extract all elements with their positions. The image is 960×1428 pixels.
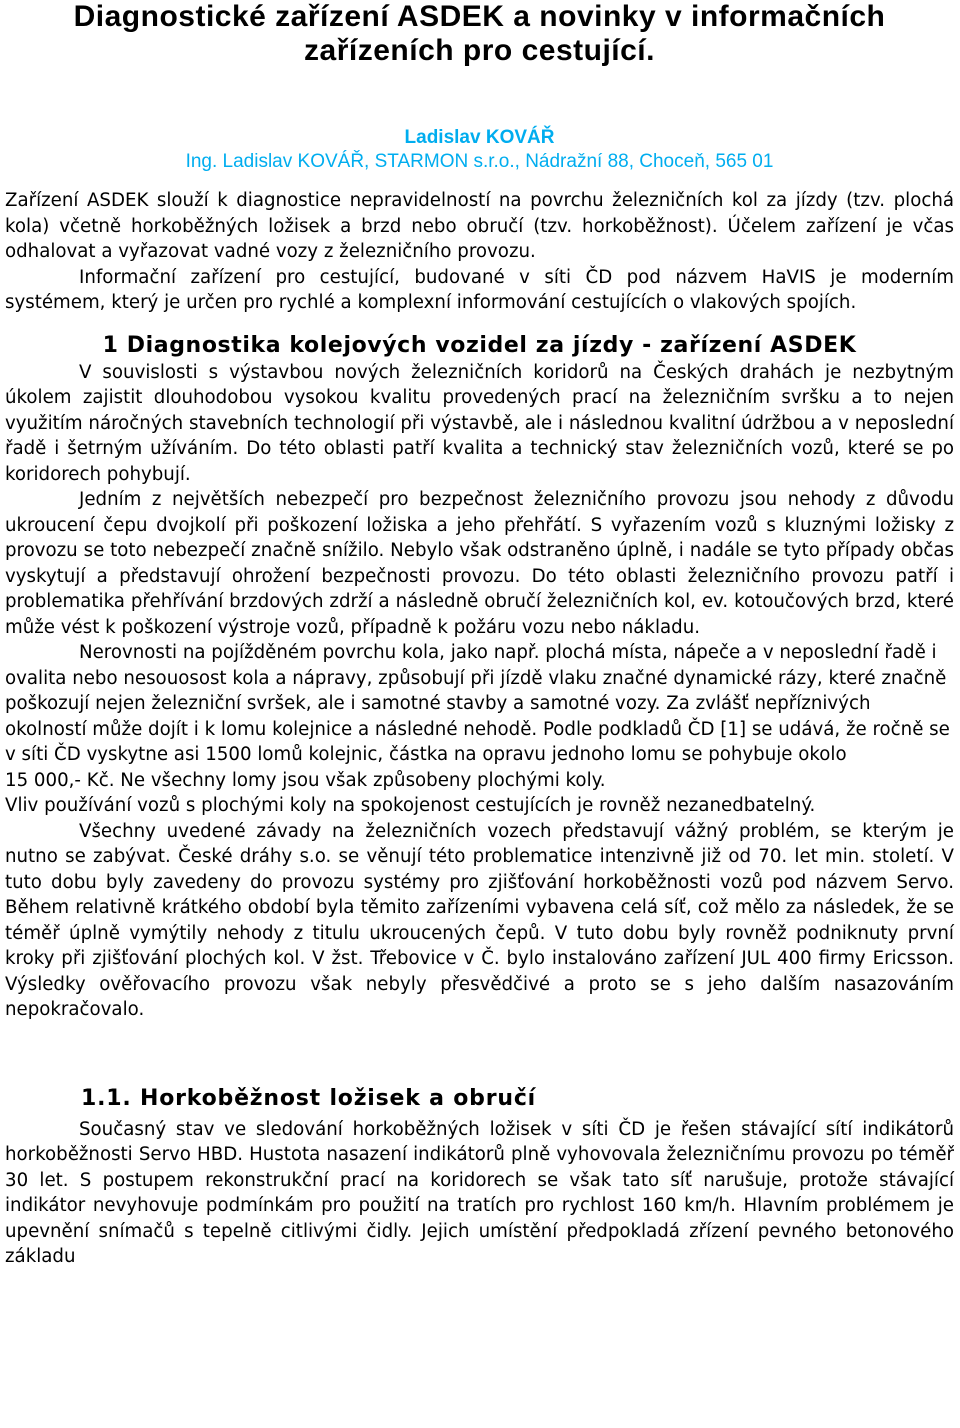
intro-paragraph-2: Informační zařízení pro cestující, budované v síti ČD pod názvem HaVIS je moderním systémem, který je určen pro rychlé a komplexní informování cestujících o vlakových spojích. [5,266,954,313]
section-1-paragraph-6: Všechny uvedené závady na železničních vozech představují vážný problém, se kterým je nutno se zabývat. České dráhy s.o. se věnují této problematice intenzivně již od 70. let min. století. V tuto dobu byly zavedeny do provozu systémy pro zjišťování horkoběžnosti vozů pod názvem Servo. Během relativně krátkého období byla těmito zařízeními vybavena celá síť, což mělo za následek, že se téměř úplně vymýtily nehody z titulu ukroucených čepů. V tuto dobu byly rovněž podniknuty první kroky při zjišťování plochých kol. V žst. Třebovice v Č. bylo instalováno zařízení JUL 400 firmy Ericsson. Výsledky ověřovacího provozu však nebyly přesvědčivé a proto se s jeho dalším nasazováním nepokračovalo. [5,820,954,1020]
section-1-paragraph-5: Vliv používání vozů s plochými koly na spokojenost cestujících je rovněž nezanedbatelný. [5,795,816,816]
section-1-paragraph-2: Jedním z největších nebezpečí pro bezpečnost železničního provozu jsou nehody z důvodu ukroucení čepu dvojkolí při poškození ložiska a jeho přehřátí. S vyřazením vozů s kluznými ložisky z provozu se toto nebezpečí značně snížilo. Nebylo však odstraněno úplně, i nadále se tyto případy občas vyskytují a představují ohrožení bezpečnosti provozu. Do této oblasti železničního provozu patří i problematika přehřívání brzdových zdrží a následně obručí železničních kol, ev. kotoučových brzd, které může vést k poškození výstroje vozů, případně k požáru vozu nebo nákladu. [5,489,954,638]
section-1-paragraph-3: Nerovnosti na pojížděném povrchu kola, jako např. plochá místa, nápeče a v neposlední řadě i ovalita nebo nesouosost kola a nápravy, způsobují při jízdě vlaku značné dynamické rázy, které značně poškozují nejen železniční svršek, ale i samotné stavby a samotné vozy. Za zvlášť nepříznivých okolností může dojít i k lomu kolejnice a následné nehodě. Podle podkladů ČD [1] se udává, že ročně se v síti ČD vyskytne asi 1500 lomů kolejnic, částka na opravu jednoho lomu se pohybuje okolo [5,642,950,765]
section-1-paragraph-4: 15 000,- Kč. Ne všechny lomy jsou však způsobeny plochými koly. [5,769,606,791]
author-name: Ladislav KOVÁŘ [404,127,555,148]
document-title: Diagnostické zařízení ASDEK a novinky v informačních zařízeních pro cestující. [73,0,886,67]
section-1-1-heading: 1.1. Horkoběžnost ložisek a obručí [81,1085,537,1111]
section-1-heading: 1 Diagnostika kolejových vozidel za jízdy - zařízení ASDEK [102,332,857,358]
intro-paragraph-1: Zařízení ASDEK slouží k diagnostice nepravidelností na povrchu železničních kol za jízdy (tzv. plochá kola) včetně horkoběžných ložisek a brzd nebo obručí (tzv. horkoběžnost). Účelem zařízení je včas odhalovat a vyřazovat vadné vozy z železničního provozu. [5,190,954,262]
author-affiliation: Ing. Ladislav KOVÁŘ, STARMON s.r.o., Nádražní 88, Choceň, 565 01 [185,151,774,172]
author-block [5,126,954,174]
section-1-1-paragraph-1: Současný stav ve sledování horkoběžných ložisek v síti ČD je řešen stávající sítí indikátorů horkoběžnosti Servo HBD. Hustota nasazení indikátorů plně vyhovovala železničnímu provozu po téměř 30 let. S postupem rekonstrukční prací na koridorech se však tato síť narušuje, protože stávající indikátor nevyhovuje podmínkám pro použití na tratích pro rychlost 160 km/h. Hlavním problémem je upevnění snímačů s tepelně citlivými čidly. Jejich umístění předpokladá zřízení pevného betonového základu [5,1118,954,1267]
section-1-paragraph-1: V souvislosti s výstavbou nových železničních koridorů na Českých drahách je nezbytným úkolem zajistit dlouhodobou vysokou kvalitu provedených prací na železničním svršku a to nejen využitím náročných stavebních technologií při výstavbě, ale i následnou kvalitní údržbou a v neposlední řadě i šetrným užíváním. Do této oblasti patří kvalita a technický stav železničních vozů, které se po koridorech pohybují. [5,361,954,485]
